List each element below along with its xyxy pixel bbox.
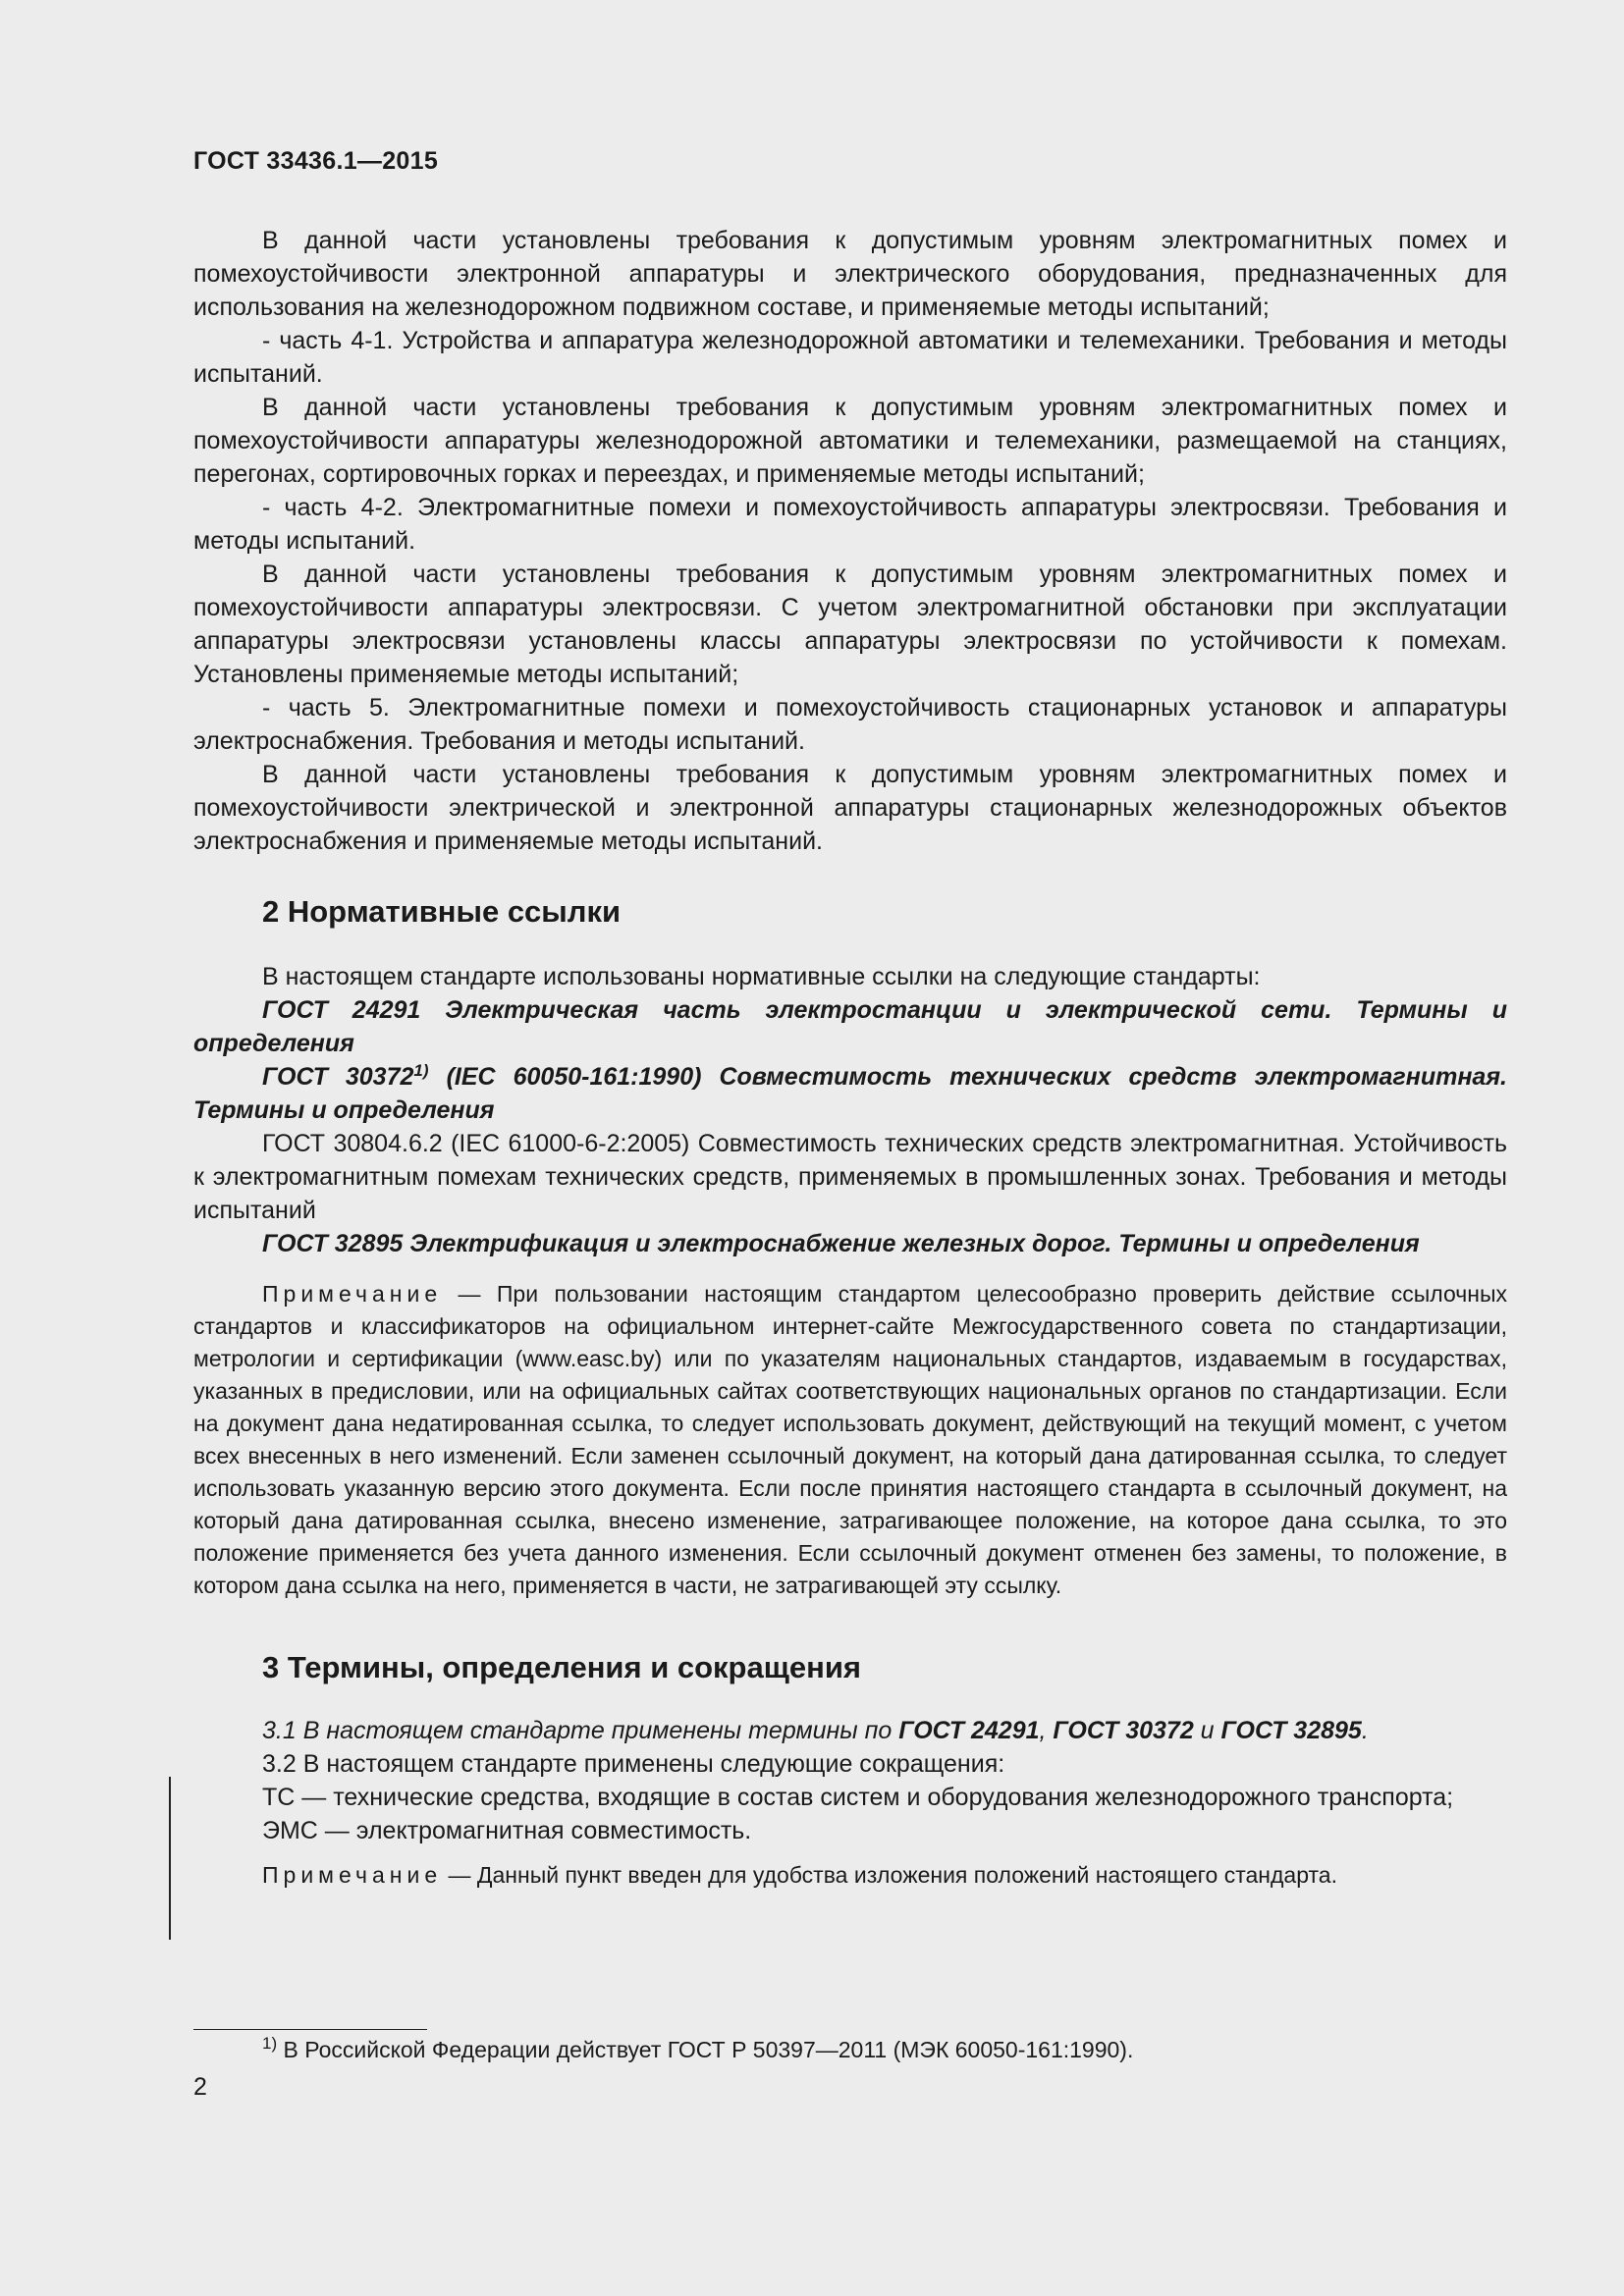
- footnote-marker: 1): [262, 2034, 278, 2053]
- page-number: 2: [193, 2073, 207, 2101]
- footnote-ref: 1): [413, 1061, 429, 1080]
- page-content: [193, 224, 1507, 1892]
- abbreviation-item: ЭМС — электромагнитная совместимость.: [262, 1817, 752, 1844]
- paragraph: 3.1 В настоящем стандарте применены термины по ГОСТ 24291, ГОСТ 30372 и ГОСТ 32895.: [262, 1717, 1369, 1744]
- paragraph: В данной части установлены требования к допустимым уровням электромагнитных помех и помехоустойчивости электронной аппаратуры и электрического оборудования, предназначенных для использования на железнодорожном подвижном составе, и применяемые методы испытаний;: [193, 227, 1507, 321]
- section-heading-normative-references: 2 Нормативные ссылки: [262, 894, 622, 929]
- reference-item: ГОСТ 24291 Электрическая часть электростанции и электрической сети. Термины и определения: [193, 996, 1507, 1057]
- reference-code: ГОСТ 24291: [898, 1717, 1040, 1744]
- note-label: Примечание: [262, 1862, 443, 1888]
- document-header: ГОСТ 33436.1—2015: [193, 147, 439, 175]
- reference-title: (IEC 60050-161:1990) Совместимость технических средств электромагнитная. Термины и определения: [193, 1063, 1507, 1124]
- footnote-separator: [193, 2029, 427, 2030]
- note-label: Примечание: [262, 1281, 443, 1307]
- reference-code: ГОСТ 30372: [262, 1063, 414, 1091]
- paragraph: В данной части установлены требования к допустимым уровням электромагнитных помех и помехоустойчивости аппаратуры железнодорожной автоматики и телемеханики, размещаемой на станциях, перегонах, сортировочных горках и переездах, и применяемые методы испытаний;: [193, 394, 1507, 488]
- reference-item: ГОСТ 32895 Электрификация и электроснабжение железных дорог. Термины и определения: [262, 1230, 1420, 1257]
- footnote-text: В Российской Федерации действует ГОСТ Р 50397—2011 (МЭК 60050-161:1990).: [277, 2037, 1134, 2062]
- list-item: - часть 4-1. Устройства и аппаратура железнодорожной автоматики и телемеханики. Требования и методы испытаний.: [193, 327, 1507, 388]
- reference-code: ГОСТ 32895: [1220, 1717, 1362, 1744]
- paragraph: 3.2 В настоящем стандарте применены следующие сокращения:: [262, 1750, 1005, 1778]
- reference-code: ГОСТ 30372: [1053, 1717, 1194, 1744]
- note-text: — При пользовании настоящим стандартом целесообразно проверить действие ссылочных стандартов и классификаторов на официальном интернет-сайте Межгосударственного совета по стандартизации, метрологии и сертификации (www.easc.by) или по указателям национальных стандартов, издаваемым в государствах, указанных в предисловии, или на официальных сайтах соответствующих национальных органов по стандартизации. Если на документ дана недатированная ссылка, то следует использовать документ, действующий на текущий момент, с учетом всех внесенных в него изменений. Если заменен ссылочный документ, на который дана датированная ссылка, то следует использовать указанную версию этого документа. Если после принятия настоящего стандарта в ссылочный документ, на который дана датированная ссылка, внесено изменение, затрагивающее положение, на которое дана ссылка, то это положение применяется без учета данного изменения. Если ссылочный документ отменен без замены, то положение, в котором дана ссылка на него, применяется в части, не затрагивающей эту ссылку.: [193, 1281, 1507, 1598]
- reference-item: ГОСТ 30804.6.2 (IEC 61000-6-2:2005) Совместимость технических средств электромагнитная. Устойчивость к электромагнитным помехам технических средств, применяемых в промышленных зонах. Требования и методы испытаний: [193, 1130, 1507, 1224]
- note-text: — Данный пункт введен для удобства изложения положений настоящего стандарта.: [442, 1862, 1337, 1888]
- footnote: [262, 2034, 1133, 2065]
- paragraph: В данной части установлены требования к допустимым уровням электромагнитных помех и помехоустойчивости аппаратуры электросвязи. С учетом электромагнитной обстановки при эксплуатации аппаратуры электросвязи установлены классы аппаратуры электросвязи по устойчивости к помехам. Установлены применяемые методы испытаний;: [193, 561, 1507, 688]
- note: [193, 1859, 1507, 1892]
- reference-item: [193, 1060, 1507, 1127]
- note: [193, 1278, 1507, 1602]
- change-bar: [169, 1777, 171, 1940]
- paragraph: В данной части установлены требования к допустимым уровням электромагнитных помех и помехоустойчивости электрической и электронной аппаратуры стационарных железнодорожных объектов электроснабжения и применяемые методы испытаний.: [193, 761, 1507, 855]
- section-heading-terms: 3 Термины, определения и сокращения: [262, 1650, 861, 1684]
- paragraph: В настоящем стандарте использованы нормативные ссылки на следующие стандарты:: [262, 963, 1261, 990]
- abbreviation-item: ТС — технические средства, входящие в состав систем и оборудования железнодорожного транспорта;: [262, 1784, 1454, 1811]
- list-item: - часть 5. Электромагнитные помехи и помехоустойчивость стационарных установок и аппаратуры электроснабжения. Требования и методы испытаний.: [193, 694, 1507, 755]
- list-item: - часть 4-2. Электромагнитные помехи и помехоустойчивость аппаратуры электросвязи. Требования и методы испытаний.: [193, 494, 1507, 555]
